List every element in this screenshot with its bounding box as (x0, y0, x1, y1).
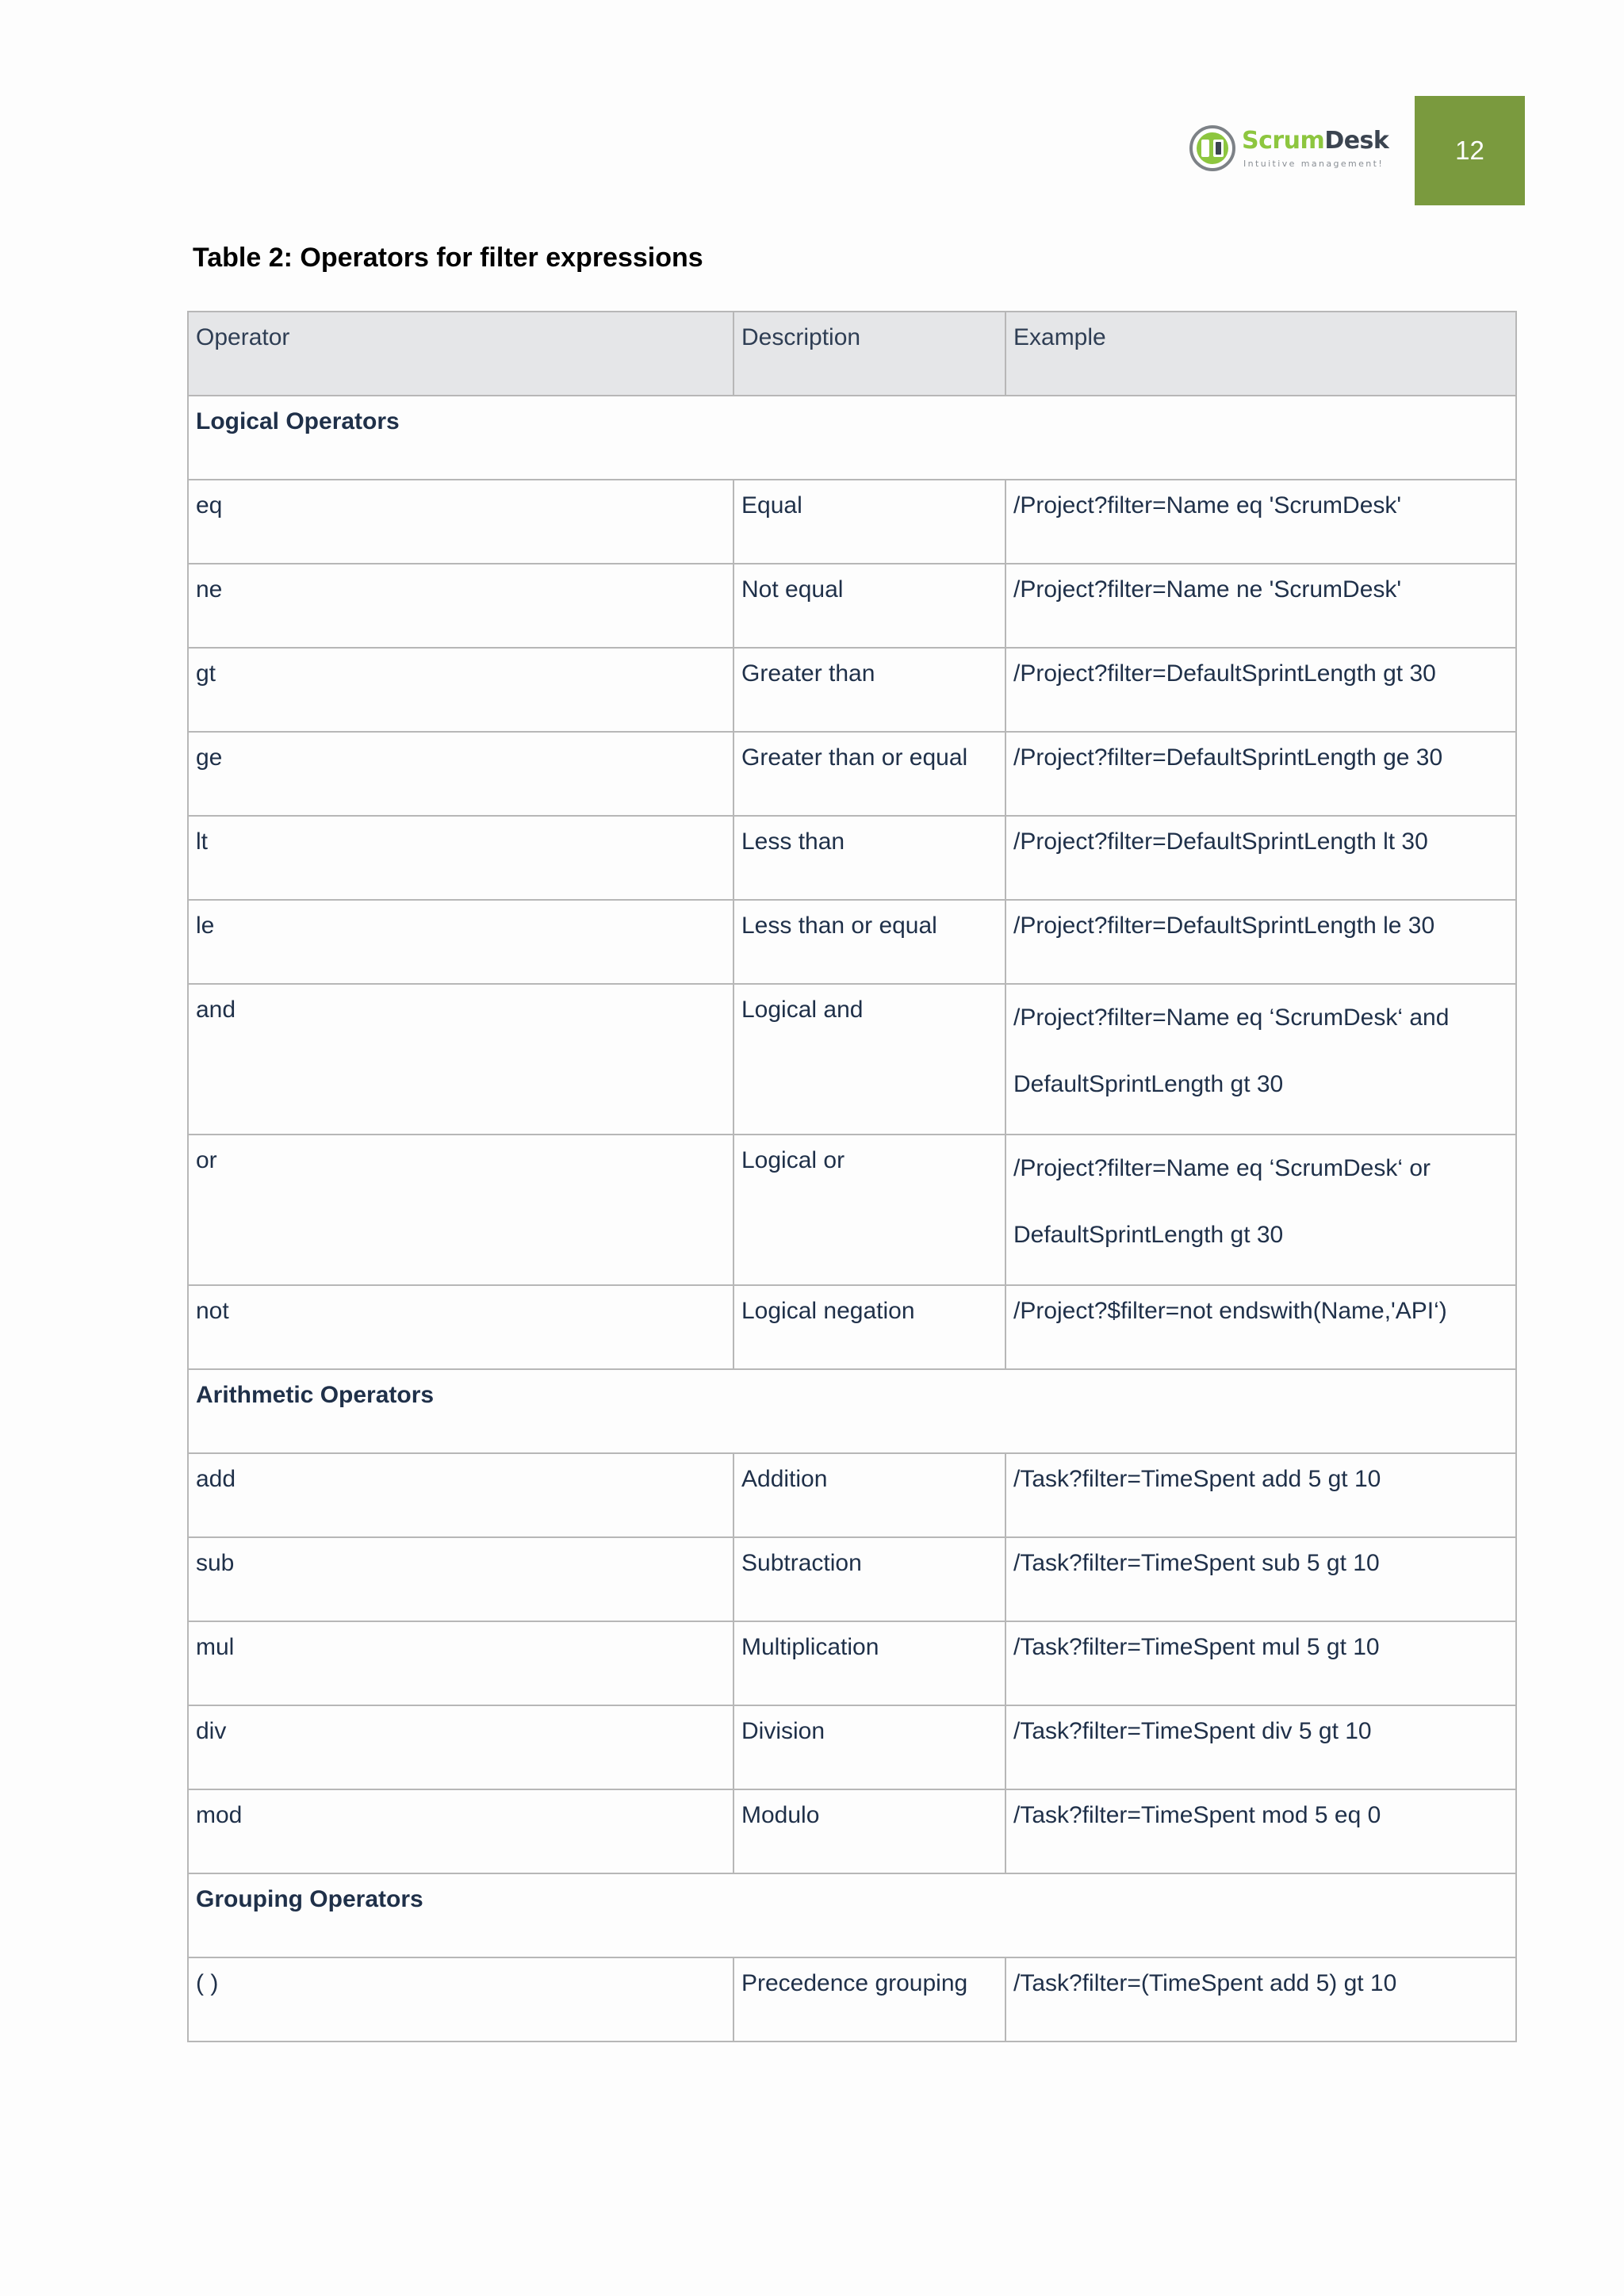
table-row (188, 648, 1516, 732)
example-cell: /Project?filter=DefaultSprintLength gt 30 (1005, 648, 1516, 732)
example-cell: /Task?filter=TimeSpent add 5 gt 10 (1005, 1453, 1516, 1537)
example-cell: /Task?filter=TimeSpent sub 5 gt 10 (1005, 1537, 1516, 1621)
description-cell: Greater than or equal (733, 732, 1005, 816)
table-row (188, 1135, 1516, 1285)
section-row (188, 1873, 1516, 1957)
example-cell: /Project?$filter=not endswith(Name,'API‘) (1005, 1285, 1516, 1369)
table-row (188, 480, 1516, 564)
table-row (188, 1705, 1516, 1789)
operator-cell: not (188, 1285, 733, 1369)
example-cell: /Project?filter=Name ne 'ScrumDesk' (1005, 564, 1516, 648)
example-cell: /Task?filter=TimeSpent mod 5 eq 0 (1005, 1789, 1516, 1873)
example-cell: /Project?filter=Name eq ‘ScrumDesk‘ and DefaultSprintLength gt 30 (1005, 984, 1516, 1135)
operator-cell: mul (188, 1621, 733, 1705)
example-cell: /Project?filter=DefaultSprintLength ge 30 (1005, 732, 1516, 816)
table-row (188, 1537, 1516, 1621)
table-row (188, 1453, 1516, 1537)
section-title: Arithmetic Operators (188, 1369, 1516, 1453)
example-cell: /Task?filter=(TimeSpent add 5) gt 10 (1005, 1957, 1516, 2042)
table-row (188, 984, 1516, 1135)
example-cell: /Task?filter=TimeSpent div 5 gt 10 (1005, 1705, 1516, 1789)
description-cell: Logical and (733, 984, 1005, 1135)
table-row (188, 900, 1516, 984)
example-cell: /Project?filter=DefaultSprintLength lt 30 (1005, 816, 1516, 900)
page-number-badge (1415, 96, 1525, 205)
logo-tagline: Intuitive management! (1243, 159, 1385, 169)
description-cell: Logical negation (733, 1285, 1005, 1369)
operator-cell: ge (188, 732, 733, 816)
scrumdesk-logo (1189, 124, 1396, 178)
operator-cell: and (188, 984, 733, 1135)
section-title: Grouping Operators (188, 1873, 1516, 1957)
description-cell: Subtraction (733, 1537, 1005, 1621)
operator-cell: ne (188, 564, 733, 648)
logo-wordmark: ScrumDesk (1242, 127, 1389, 155)
description-cell: Greater than (733, 648, 1005, 732)
section-title: Logical Operators (188, 396, 1516, 480)
section-row (188, 1369, 1516, 1453)
operator-cell: add (188, 1453, 733, 1537)
operator-cell: le (188, 900, 733, 984)
column-header-description: Description (733, 312, 1005, 396)
description-cell: Not equal (733, 564, 1005, 648)
description-cell: Multiplication (733, 1621, 1005, 1705)
description-cell: Addition (733, 1453, 1005, 1537)
description-cell: Precedence grouping (733, 1957, 1005, 2042)
example-cell: /Task?filter=TimeSpent mul 5 gt 10 (1005, 1621, 1516, 1705)
page-number: 12 (1455, 136, 1484, 165)
description-cell: Less than (733, 816, 1005, 900)
operator-cell: eq (188, 480, 733, 564)
description-cell: Division (733, 1705, 1005, 1789)
table-row (188, 564, 1516, 648)
section-row (188, 396, 1516, 480)
operator-cell: sub (188, 1537, 733, 1621)
description-cell: Less than or equal (733, 900, 1005, 984)
table-row (188, 1957, 1516, 2042)
column-header-example: Example (1005, 312, 1516, 396)
example-cell: /Project?filter=DefaultSprintLength le 30 (1005, 900, 1516, 984)
table-row (188, 816, 1516, 900)
table-row (188, 732, 1516, 816)
example-cell: /Project?filter=Name eq ‘ScrumDesk‘ or DefaultSprintLength gt 30 (1005, 1135, 1516, 1285)
table-row (188, 1285, 1516, 1369)
operators-table (187, 311, 1517, 2042)
table-header-row (188, 312, 1516, 396)
example-cell: /Project?filter=Name eq 'ScrumDesk' (1005, 480, 1516, 564)
column-header-operator: Operator (188, 312, 733, 396)
operator-cell: div (188, 1705, 733, 1789)
description-cell: Equal (733, 480, 1005, 564)
scrumdesk-logo-mark-icon (1189, 125, 1235, 171)
description-cell: Logical or (733, 1135, 1005, 1285)
table-caption: Table 2: Operators for filter expressions (193, 243, 703, 273)
operator-cell: mod (188, 1789, 733, 1873)
table-row (188, 1621, 1516, 1705)
operator-cell: gt (188, 648, 733, 732)
description-cell: Modulo (733, 1789, 1005, 1873)
table-row (188, 1789, 1516, 1873)
operator-cell: lt (188, 816, 733, 900)
operator-cell: or (188, 1135, 733, 1285)
operator-cell: ( ) (188, 1957, 733, 2042)
